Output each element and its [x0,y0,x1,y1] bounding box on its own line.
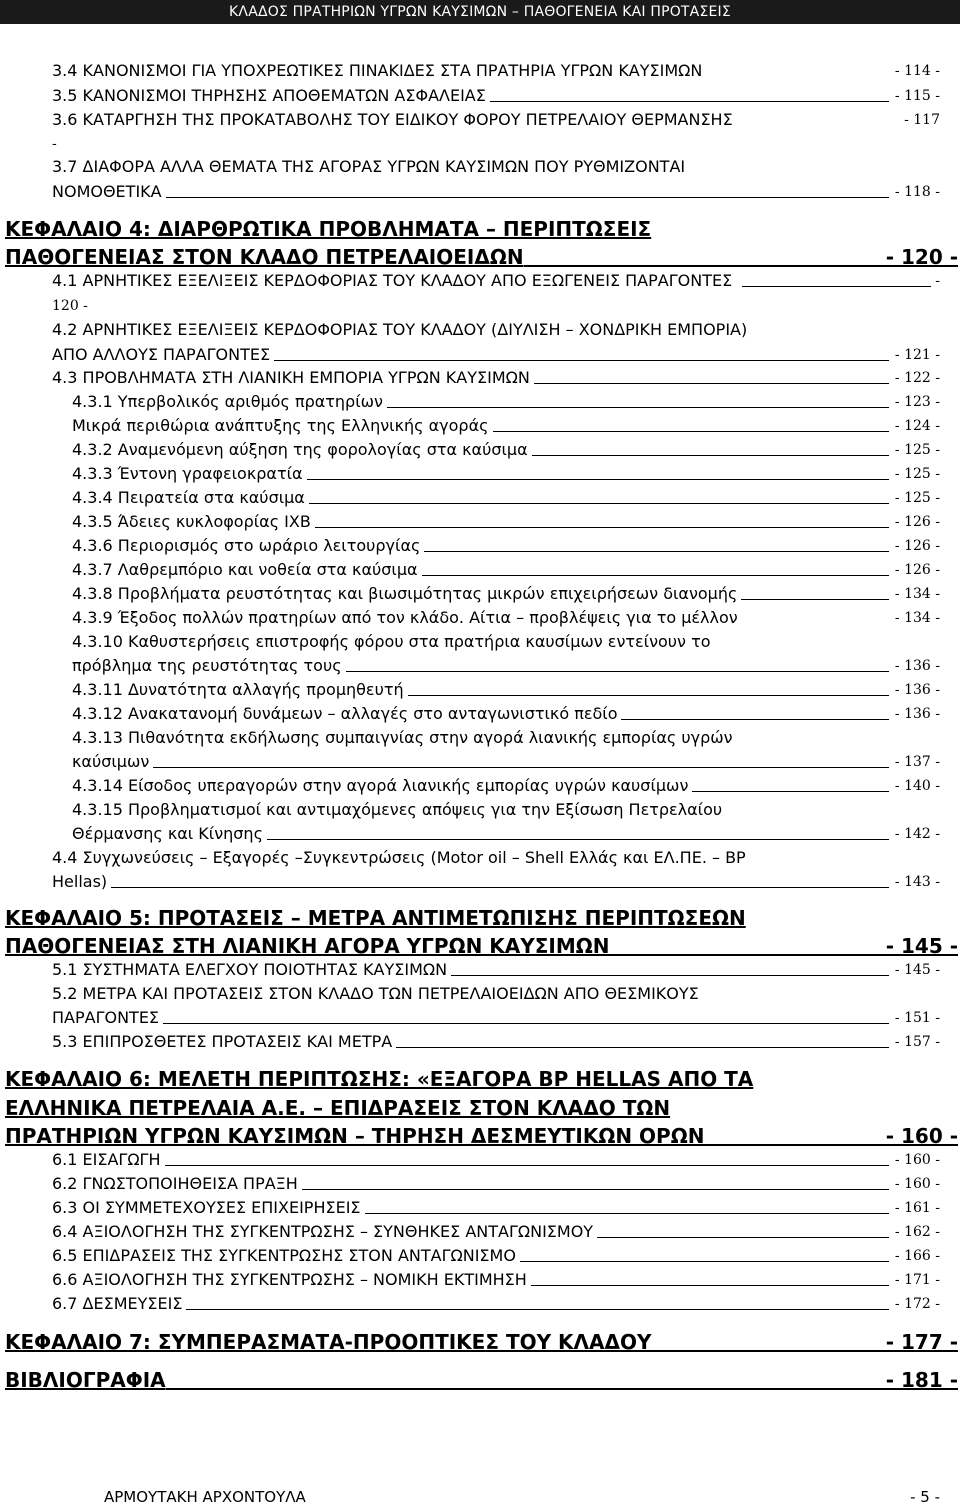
toc-entry[interactable]: 4.3.4 Πειρατεία στα καύσιμα - 125 - [72,488,940,507]
toc-entry[interactable]: 6.5 ΕΠΙΔΡΑΣΕΙΣ ΤΗΣ ΣΥΓΚΕΝΤΡΩΣΗΣ ΣΤΟΝ ΑΝΤΑΓΩΝΙΣΜΟ - 166 - [52,1246,940,1265]
toc-entry[interactable]: 5.3 ΕΠΙΠΡΟΣΘΕΤΕΣ ΠΡΟΤΑΣΕΙΣ ΚΑΙ ΜΕΤΡΑ - 157 - [52,1032,940,1051]
running-header [0,0,960,24]
toc-entry[interactable]: 4.3.8 Προβλήματα ρευστότητας και βιωσιμότητας μικρών επιχειρήσεων διανομής - 134 - [72,584,940,603]
toc-entry[interactable]: 4.3.3 Έντονη γραφειοκρατία - 125 - [72,464,940,483]
chapter-heading[interactable]: ΠΑΘΟΓΕΝΕΙΑΣ ΣΤΟΝ ΚΛΑΔΟ ΠΕΤΡΕΛΑΙΟΕΙΔΩΝ - 120 - [5,245,958,269]
chapter-heading[interactable]: ΚΕΦΑΛΑΙΟ 4: ΔΙΑΡΘΡΩΤΙΚΑ ΠΡΟΒΛΗΜΑΤΑ – ΠΕΡΙΠΤΩΣΕΙΣ [5,217,652,241]
toc-entry[interactable]: ΠΑΡΑΓΟΝΤΕΣ - 151 - [52,1008,940,1027]
toc-entry[interactable]: 6.6 ΑΞΙΟΛΟΓΗΣΗ ΤΗΣ ΣΥΓΚΕΝΤΡΩΣΗΣ – ΝΟΜΙΚΗ ΕΚΤΙΜΗΣΗ - 171 - [52,1270,940,1289]
toc-entry[interactable]: 6.2 ΓΝΩΣΤΟΠΟΙΗΘΕΙΣΑ ΠΡΑΞΗ - 160 - [52,1174,940,1193]
toc-entry[interactable]: 3.5 ΚΑΝΟΝΙΣΜΟΙ ΤΗΡΗΣΗΣ ΑΠΟΘΕΜΑΤΩΝ ΑΣΦΑΛΕΙΑΣ - 115 - [52,86,940,105]
toc-entry-continuation: 120 - [52,298,88,314]
toc-entry[interactable]: 4.3.6 Περιορισμός στο ωράριο λειτουργίας - 126 - [72,536,940,555]
toc-entry[interactable]: 4.3.1 Υπερβολικός αριθμός πρατηρίων - 123 - [72,392,940,411]
toc-entry[interactable]: 5.1 ΣΥΣΤΗΜΑΤΑ ΕΛΕΓΧΟΥ ΠΟΙΟΤΗΤΑΣ ΚΑΥΣΙΜΩΝ - 145 - [52,960,940,979]
toc-entry[interactable]: 6.3 ΟΙ ΣΥΜΜΕΤΕΧΟΥΣΕΣ ΕΠΙΧΕΙΡΗΣΕΙΣ - 161 - [52,1198,940,1217]
chapter-heading[interactable]: ΚΕΦΑΛΑΙΟ 5: ΠΡΟΤΑΣΕΙΣ – ΜΕΤΡΑ ΑΝΤΙΜΕΤΩΠΙΣΗΣ ΠΕΡΙΠΤΩΣΕΩΝ [5,906,746,930]
footer-page-number: - 5 - [910,1488,940,1506]
chapter-heading[interactable]: ΕΛΛΗΝΙΚΑ ΠΕΤΡΕΛΑΙΑ Α.Ε. – ΕΠΙΔΡΑΣΕΙΣ ΣΤΟΝ ΚΛΑΔΟ ΤΩΝ [5,1096,671,1120]
chapter-heading[interactable]: ΠΡΑΤΗΡΙΩΝ ΥΓΡΩΝ ΚΑΥΣΙΜΩΝ – ΤΗΡΗΣΗ ΔΕΣΜΕΥΤΙΚΩΝ ΟΡΩΝ - 160 - [5,1124,958,1148]
toc-entry[interactable]: 4.3.11 Δυνατότητα αλλαγής προμηθευτή - 136 - [72,680,940,699]
toc-entry[interactable]: καύσιμων - 137 - [72,752,940,771]
toc-entry-line[interactable]: 4.3.10 Καθυστερήσεις επιστροφής φόρου στα πρατήρια καυσίμων εντείνουν το [72,632,711,651]
toc-entry[interactable]: 4.3.14 Είσοδος υπεραγορών στην αγορά λιανικής εμπορίας υγρών καυσίμων - 140 - [72,776,940,795]
toc-entry[interactable]: 6.4 ΑΞΙΟΛΟΓΗΣΗ ΤΗΣ ΣΥΓΚΕΝΤΡΩΣΗΣ – ΣΥΝΘΗΚΕΣ ΑΝΤΑΓΩΝΙΣΜΟΥ - 162 - [52,1222,940,1241]
toc-entry[interactable]: ΑΠΟ ΑΛΛΟΥΣ ΠΑΡΑΓΟΝΤΕΣ - 121 - [52,345,940,364]
toc-entry[interactable]: 3.4 ΚΑΝΟΝΙΣΜΟΙ ΓΙΑ ΥΠΟΧΡΕΩΤΙΚΕΣ ΠΙΝΑΚΙΔΕΣ ΣΤΑ ΠΡΑΤΗΡΙΑ ΥΓΡΩΝ ΚΑΥΣΙΜΩΝ - 114 - [52,61,940,80]
toc-entry-line[interactable]: 4.3.15 Προβληματισμοί και αντιμαχόμενες απόψεις για την Εξίσωση Πετρελαίου [72,800,723,819]
toc-entry-continuation: - [52,136,57,152]
toc-entry[interactable]: ΝΟΜΟΘΕΤΙΚΑ - 118 - [52,182,940,201]
toc-entry[interactable]: πρόβλημα της ρευστότητας τους - 136 - [72,656,940,675]
chapter-heading[interactable]: ΚΕΦΑΛΑΙΟ 6: ΜΕΛΕΤΗ ΠΕΡΙΠΤΩΣΗΣ: «ΕΞΑΓΟΡΑ BP HELLAS ΑΠΟ ΤΑ [5,1067,754,1091]
toc-entry-line[interactable]: 4.2 ΑΡΝΗΤΙΚΕΣ ΕΞΕΛΙΞΕΙΣ ΚΕΡΔΟΦΟΡΙΑΣ ΤΟΥ ΚΛΑΔΟΥ (ΔΙΥΛΙΣΗ – ΧΟΝΔΡΙΚΗ ΕΜΠΟΡΙΑ) [52,320,748,339]
toc-entry[interactable]: 4.3.2 Αναμενόμενη αύξηση της φορολογίας στα καύσιμα - 125 - [72,440,940,459]
bibliography-heading[interactable]: ΒΙΒΛΙΟΓΡΑΦΙΑ - 181 - [5,1368,958,1392]
toc-entry[interactable]: 4.1 ΑΡΝΗΤΙΚΕΣ ΕΞΕΛΙΞΕΙΣ ΚΕΡΔΟΦΟΡΙΑΣ ΤΟΥ ΚΛΑΔΟΥ ΑΠΟ ΕΞΩΓΕΝΕΙΣ ΠΑΡΑΓΟΝΤΕΣ - [52,271,940,290]
toc-entry[interactable]: 4.3.7 Λαθρεμπόριο και νοθεία στα καύσιμα - 126 - [72,560,940,579]
footer-author: ΑΡΜΟΥΤΑΚΗ ΑΡΧΟΝΤΟΥΛΑ [104,1488,306,1506]
toc-entry-line[interactable]: 5.2 ΜΕΤΡΑ ΚΑΙ ΠΡΟΤΑΣΕΙΣ ΣΤΟΝ ΚΛΑΔΟ ΤΩΝ ΠΕΤΡΕΛΑΙΟΕΙΔΩΝ ΑΠΟ ΘΕΣΜΙΚΟΥΣ [52,984,699,1003]
toc-entry[interactable]: 6.1 ΕΙΣΑΓΩΓΗ - 160 - [52,1150,940,1169]
toc-entry-line[interactable]: 4.4 Συγχωνεύσεις – Εξαγορές –Συγκεντρώσεις (Motor oil – Shell Ελλάς και ΕΛ.ΠΕ. – BP [52,848,746,867]
toc-entry[interactable]: Μικρά περιθώρια ανάπτυξης της Ελληνικής αγοράς - 124 - [72,416,940,435]
toc-entry-line[interactable]: 4.3.13 Πιθανότητα εκδήλωσης συμπαιγνίας στην αγορά λιανικής εμπορίας υγρών [72,728,733,747]
chapter-heading[interactable]: ΠΑΘΟΓΕΝΕΙΑΣ ΣΤΗ ΛΙΑΝΙΚΗ ΑΓΟΡΑ ΥΓΡΩΝ ΚΑΥΣΙΜΩΝ - 145 - [5,934,958,958]
toc-entry[interactable]: 4.3.9 Έξοδος πολλών πρατηρίων από τον κλάδο. Αίτια – προβλέψεις για το μέλλον - 134 - [72,608,940,627]
toc-entry[interactable]: Θέρμανσης και Κίνησης - 142 - [72,824,940,843]
toc-entry[interactable]: 4.3.5 Άδειες κυκλοφορίας ΙΧΒ - 126 - [72,512,940,531]
toc-entry[interactable]: 6.7 ΔΕΣΜΕΥΣΕΙΣ - 172 - [52,1294,940,1313]
toc-entry[interactable]: 4.3 ΠΡΟΒΛΗΜΑΤΑ ΣΤΗ ΛΙΑΝΙΚΗ ΕΜΠΟΡΙΑ ΥΓΡΩΝ ΚΑΥΣΙΜΩΝ - 122 - [52,368,940,387]
toc-entry[interactable]: 4.3.12 Ανακατανομή δυνάμεων – αλλαγές στο ανταγωνιστικό πεδίο - 136 - [72,704,940,723]
toc-entry-line[interactable]: 3.7 ΔΙΑΦΟΡΑ ΑΛΛΑ ΘΕΜΑΤΑ ΤΗΣ ΑΓΟΡΑΣ ΥΓΡΩΝ ΚΑΥΣΙΜΩΝ ΠΟΥ ΡΥΘΜΙΖΟΝΤΑΙ [52,157,686,176]
running-header-title: ΚΛΑΔΟΣ ΠΡΑΤΗΡΙΩΝ ΥΓΡΩΝ ΚΑΥΣΙΜΩΝ – ΠΑΘΟΓΕΝΕΙΑ ΚΑΙ ΠΡΟΤΑΣΕΙΣ [229,4,731,20]
toc-entry[interactable]: 3.6 ΚΑΤΑΡΓΗΣΗ ΤΗΣ ΠΡΟΚΑΤΑΒΟΛΗΣ ΤΟΥ ΕΙΔΙΚΟΥ ΦΟΡΟΥ ΠΕΤΡΕΛΑΙΟΥ ΘΕΡΜΑΝΣΗΣ - 117 [52,110,940,129]
chapter-heading[interactable]: ΚΕΦΑΛΑΙΟ 7: ΣΥΜΠΕΡΑΣΜΑΤΑ-ΠΡΟΟΠΤΙΚΕΣ ΤΟΥ ΚΛΑΔΟΥ - 177 - [5,1330,958,1354]
toc-entry[interactable]: Hellas) - 143 - [52,872,940,891]
